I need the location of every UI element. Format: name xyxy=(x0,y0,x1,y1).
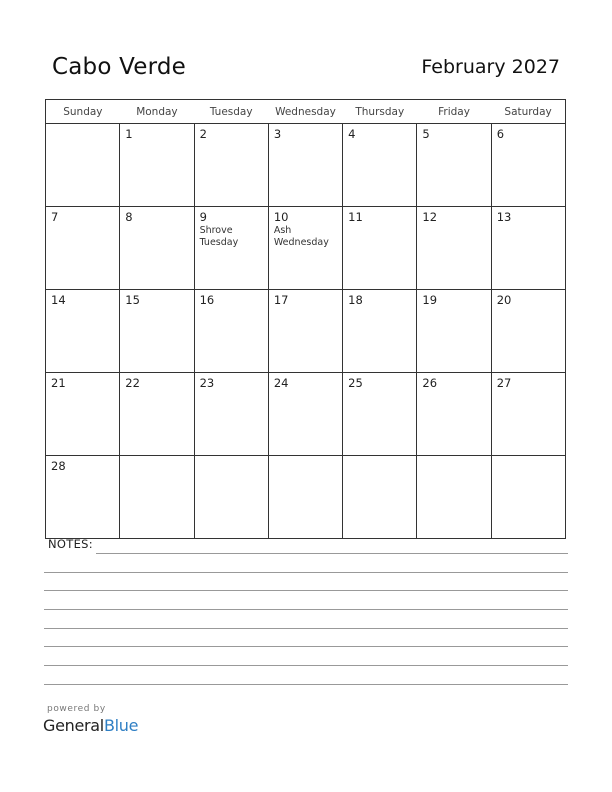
calendar-day-cell xyxy=(194,290,268,373)
calendar-day-cell xyxy=(120,124,194,207)
day-number: 15 xyxy=(125,293,140,307)
calendar-day-cell xyxy=(417,373,491,456)
day-number: 19 xyxy=(422,293,438,307)
notes-line xyxy=(96,553,568,554)
day-number: 17 xyxy=(273,293,289,307)
calendar-day-cell xyxy=(46,124,120,207)
calendar-day-cell xyxy=(268,456,342,539)
notes-line xyxy=(44,609,568,610)
day-number: 3 xyxy=(273,127,282,141)
day-number: 9 xyxy=(199,210,207,224)
day-number: 7 xyxy=(51,210,59,224)
generalblue-logo[interactable] xyxy=(43,716,138,735)
day-number: 2 xyxy=(199,127,207,141)
holiday-label: Ash Wednesday xyxy=(273,225,329,248)
notes-line xyxy=(44,628,568,629)
calendar-day-cell xyxy=(343,456,417,539)
day-number: 21 xyxy=(51,376,66,390)
calendar-day-cell xyxy=(268,290,342,373)
calendar-day-cell xyxy=(417,124,491,207)
day-number: 16 xyxy=(199,293,215,307)
day-number: 24 xyxy=(273,376,289,390)
calendar-day-cell xyxy=(491,373,565,456)
day-number: 23 xyxy=(199,376,215,390)
calendar-day-cell xyxy=(343,124,417,207)
weekday-friday: Friday xyxy=(417,100,491,124)
calendar-day-cell xyxy=(343,207,417,290)
notes-line xyxy=(44,684,568,685)
calendar-body xyxy=(46,124,566,539)
calendar-day-cell xyxy=(194,124,268,207)
country-title: Cabo Verde xyxy=(52,54,187,80)
calendar-day-cell xyxy=(417,207,491,290)
calendar-grid xyxy=(45,99,566,539)
calendar-day-cell xyxy=(46,456,120,539)
calendar-day-cell xyxy=(120,373,194,456)
calendar-day-cell xyxy=(268,207,342,290)
notes-line xyxy=(44,590,568,591)
calendar-day-cell xyxy=(46,373,120,456)
notes-line xyxy=(44,572,568,573)
day-number: 25 xyxy=(348,376,363,390)
day-number: 12 xyxy=(422,210,438,224)
calendar-day-cell xyxy=(120,290,194,373)
calendar-day-cell xyxy=(343,290,417,373)
notes-line xyxy=(44,665,568,666)
day-number: 11 xyxy=(348,210,363,224)
day-number: 18 xyxy=(348,293,363,307)
weekday-header-row xyxy=(46,100,566,124)
weekday-thursday: Thursday xyxy=(343,100,417,124)
day-number: 4 xyxy=(348,127,356,141)
day-number: 10 xyxy=(273,210,289,224)
holiday-label: Shrove Tuesday xyxy=(199,225,239,248)
notes-line xyxy=(44,646,568,647)
calendar-day-cell xyxy=(491,456,565,539)
brand-blue: Blue xyxy=(103,716,139,735)
calendar-day-cell xyxy=(343,373,417,456)
calendar-week-row xyxy=(46,124,566,207)
calendar-week-row xyxy=(46,456,566,539)
day-number: 6 xyxy=(496,127,505,141)
calendar-week-row xyxy=(46,373,566,456)
powered-by-text: powered by xyxy=(47,704,106,714)
calendar-day-cell xyxy=(120,456,194,539)
weekday-sunday: Sunday xyxy=(46,100,120,124)
calendar-day-cell xyxy=(491,207,565,290)
calendar-week-row xyxy=(46,207,566,290)
calendar-day-cell xyxy=(194,373,268,456)
day-number: 27 xyxy=(496,376,512,390)
day-number: 28 xyxy=(51,459,66,473)
calendar-day-cell xyxy=(194,207,268,290)
weekday-wednesday: Wednesday xyxy=(268,100,342,124)
calendar-day-cell xyxy=(491,290,565,373)
day-number: 8 xyxy=(125,210,133,224)
calendar-day-cell xyxy=(268,124,342,207)
weekday-tuesday: Tuesday xyxy=(194,100,268,124)
calendar-day-cell xyxy=(120,207,194,290)
day-number: 5 xyxy=(422,127,430,141)
notes-label: NOTES: xyxy=(48,537,93,551)
calendar-day-cell xyxy=(417,290,491,373)
calendar-day-cell xyxy=(194,456,268,539)
calendar-day-cell xyxy=(46,207,120,290)
calendar-day-cell xyxy=(46,290,120,373)
calendar-week-row xyxy=(46,290,566,373)
weekday-monday: Monday xyxy=(120,100,194,124)
day-number: 1 xyxy=(125,127,133,141)
day-number: 20 xyxy=(496,293,512,307)
weekday-saturday: Saturday xyxy=(491,100,565,124)
calendar-day-cell xyxy=(268,373,342,456)
day-number: 14 xyxy=(51,293,66,307)
day-number: 13 xyxy=(496,210,512,224)
day-number: 26 xyxy=(422,376,438,390)
month-year-title: February 2027 xyxy=(421,56,560,78)
brand-general: General xyxy=(43,716,104,735)
day-number: 22 xyxy=(125,376,140,390)
calendar-day-cell xyxy=(417,456,491,539)
calendar-day-cell xyxy=(491,124,565,207)
